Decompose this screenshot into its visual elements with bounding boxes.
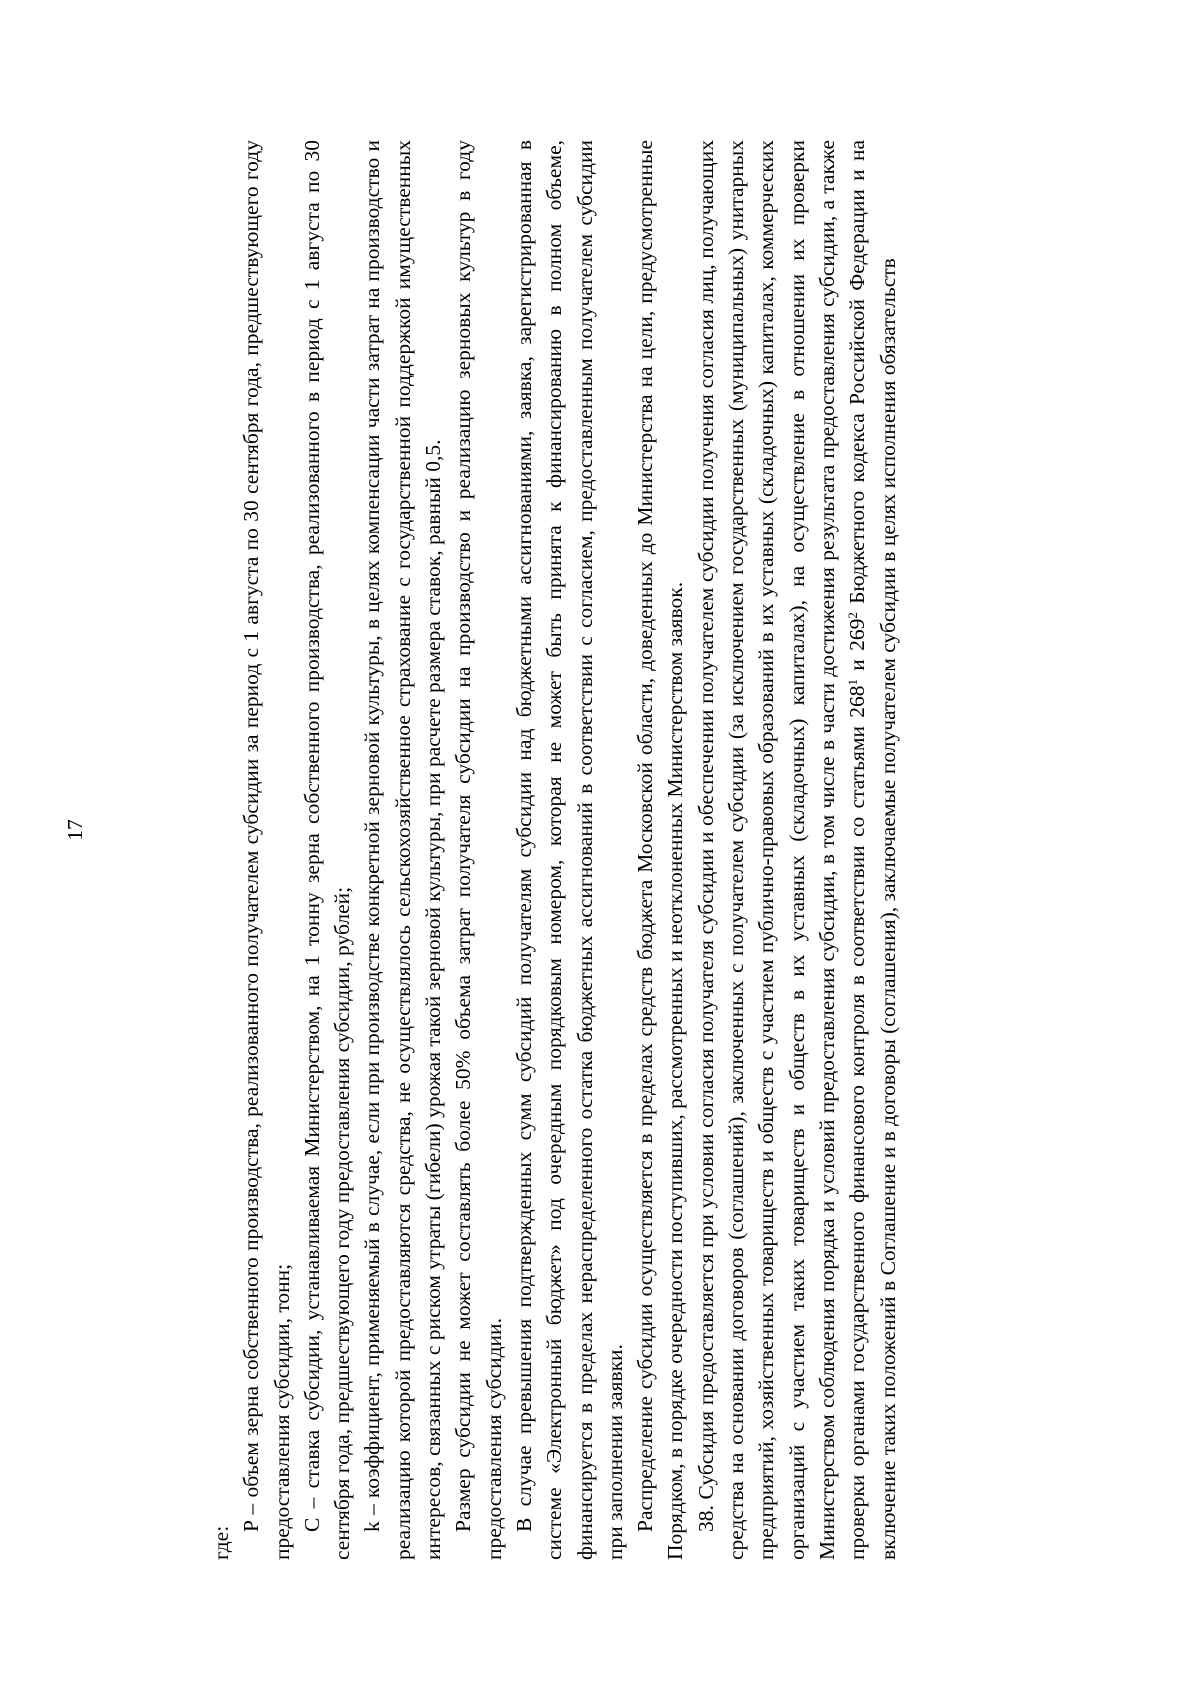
superscript-2: 2 xyxy=(845,612,861,619)
paragraph-p-definition: P – объем зерна собственного производства, реализованного получателем субсидии за период с 1 августа по 30 сентября года, предшествующего году предоставления субсидии, тонн; xyxy=(239,140,294,1560)
paragraph-distribution: Распределение субсидии осуществляется в пределах средств бюджета Московской области, доведенных до Министерства на цели, предусмотренные Порядком, в порядке очередности поступивших, рассмотренных и неотклоненных Министерством заявок. xyxy=(633,140,688,1560)
paragraph-subsidy-limit: Размер субсидии не может составлять более 50% объема затрат получателя субсидии на производство и реализацию зерновых культур в году предоставления субсидии. xyxy=(451,140,506,1560)
paragraph-38-part-3: Бюджетного кодекса Российской Федерации и на включение таких положений в Соглашение и в договоры (соглашения), заключаемые получателем субсидии в целях исполнения обязательств xyxy=(845,140,900,1560)
paragraph-c-definition: C – ставка субсидии, устанавливаемая Министерством, на 1 тонну зерна собственного производства, реализованного в период с 1 августа по 30 сентября года, предшествующего году предоставления субсидии, рублей; xyxy=(299,140,355,1560)
page-number: 17 xyxy=(63,819,87,841)
paragraph-k-definition: k – коэффициент, применяемый в случае, если при производстве конкретной зерновой культуры, в целях компенсации части затрат на производство и реализацию которой предоставляются средства, не осуществлялось сельскохозяйственное страхование с государственной поддержкой имущественных интересов, связанных с риском утраты (гибели) урожая такой зерновой культуры, при расчете размера ставок, равный 0,5. xyxy=(360,140,446,1560)
paragraph-38 xyxy=(691,140,903,1560)
superscript-1: 1 xyxy=(845,679,861,686)
paragraph-excess-case: В случае превышения подтвержденных сумм субсидий получателям субсидии над бюджетными ассигнованиями, заявка, зарегистрированная в системе «Электронный бюджет» под очередным порядковым номером, которая не может быть принята к финансированию в полном объеме, финансируется в пределах нераспределенного остатка бюджетных ассигнований в соответствии с согласием, предоставленным получателем субсидии при заполнении заявки. xyxy=(511,140,627,1560)
paragraph-38-part-1: 38. Субсидия предоставляется при условии согласия получателя субсидии и обеспечении получателем субсидии получения согласия лиц, получающих средства на основании договоров (соглашений), заключенных с получателем субсидии (за исключением государственных (муниципальных) унитарных предприятий, хозяйственных товариществ и обществ с участием публично-правовых образований в их уставных (складочных) капиталах, коммерческих организаций с участием таких товариществ и обществ в их уставных (складочных) капиталах), на осуществление в отношении их проверки Министерством соблюдения порядка и условий предоставления субсидии, в том числе в части достижения результата предоставления субсидии, а также проверки органами государственного финансового контроля в соответствии со статьями 268 xyxy=(693,140,870,1560)
paragraph-intro: где: xyxy=(209,1525,233,1560)
paragraph-38-part-2: и 269 xyxy=(845,618,870,679)
rotated-text-block xyxy=(206,140,900,1560)
